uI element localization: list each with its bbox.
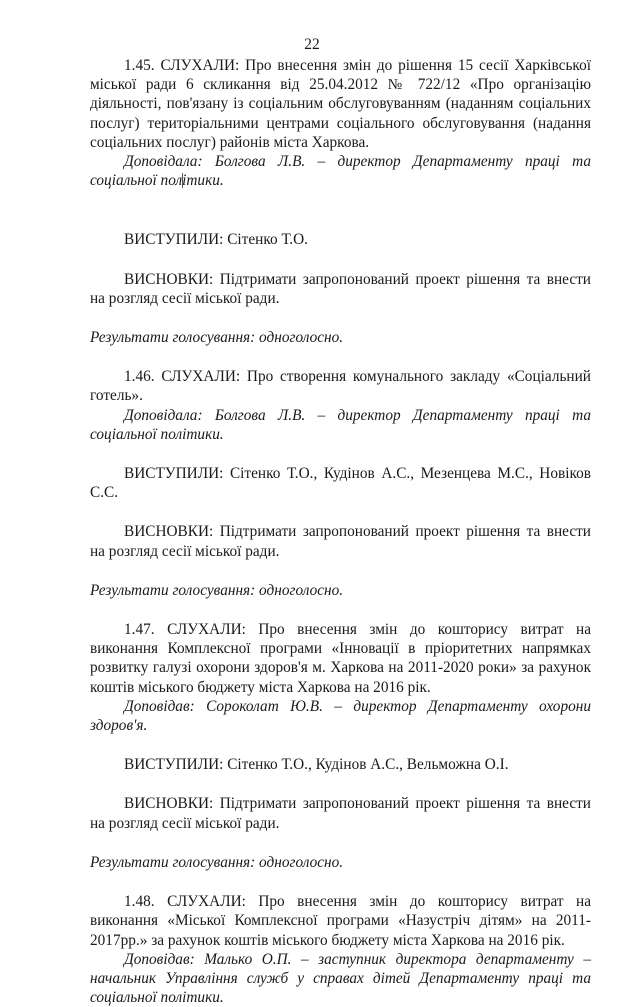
protocol-content	[90, 56, 591, 1007]
item-1-47-conclusions: ВИСНОВКИ: Підтримати запропонований проект рішення та внести на розгляд сесії міської ради.	[90, 795, 591, 832]
item-1-48-reporter: Доповідав: Малько О.П. – заступник директора департаменту – начальник Управління служб у справах дітей Департаменту праці та соціальної політики.	[90, 950, 591, 1007]
item-1-45-conclusions: ВИСНОВКИ: Підтримати запропонований проект рішення та внести на розгляд сесії міської ради.	[90, 270, 591, 307]
item-1-47-listen: 1.47. СЛУХАЛИ: Про внесення змін до кошторису витрат на виконання Комплексної програми «Інновації в пріоритетних напрямках розвитку галузі охорони здоров'я м. Харкова на 2011-2020 роки» за рахунок коштів міського бюджету міста Харкова на 2016 рік.	[90, 621, 591, 696]
item-1-47-reporter: Доповідав: Сороколат Ю.В. – директор Департаменту охорони здоров'я.	[90, 697, 591, 735]
item-1-45-reporter: Доповідала: Болгова Л.В. – директор Департаменту праці та соціальної політики.	[90, 153, 591, 190]
page-number: 22	[304, 36, 320, 53]
item-1-46-conclusions: ВИСНОВКИ: Підтримати запропонований проект рішення та внести на розгляд сесії міської ради.	[90, 523, 591, 560]
item-1-47-speakers: ВИСТУПИЛИ: Сітенко Т.О., Кудінов А.С., Вельможна О.І.	[124, 756, 509, 774]
item-1-48-listen: 1.48. СЛУХАЛИ: Про внесення змін до кошторису витрат на виконання «Міської Комплексної програми «Назустріч дітям» на 2011-2017рр.» за рахунок коштів міського бюджету міста Харкова на 2016 рік.	[90, 893, 591, 949]
item-1-45-vote: Результати голосування: одноголосно.	[90, 329, 344, 347]
item-1-46-speakers: ВИСТУПИЛИ: Сітенко Т.О., Кудінов А.С., Мезенцева М.С., Новіков С.С.	[90, 465, 591, 502]
item-1-46-vote: Результати голосування: одноголосно.	[90, 581, 344, 599]
item-1-46-reporter: Доповідала: Болгова Л.В. – директор Департаменту праці та соціальної політики.	[90, 406, 591, 443]
item-1-45-listen: 1.45. СЛУХАЛИ: Про внесення змін до рішення 15 сесії Харківської міської ради 6 скликання від 25.04.2012 № 722/12 «Про організацію діяльності, пов'язану із соціальним обслуговуванням (наданням соціальних послуг) територіальними центрами соціального обслуговування (надання соціальних послуг) районів міста Харкова.	[90, 57, 591, 151]
item-1-47-vote: Результати голосування: одноголосно.	[90, 853, 344, 871]
item-1-45-speakers: ВИСТУПИЛИ: Сітенко Т.О.	[124, 231, 308, 249]
item-1-46-listen: 1.46. СЛУХАЛИ: Про створення комунального закладу «Соціальний готель».	[90, 368, 591, 405]
